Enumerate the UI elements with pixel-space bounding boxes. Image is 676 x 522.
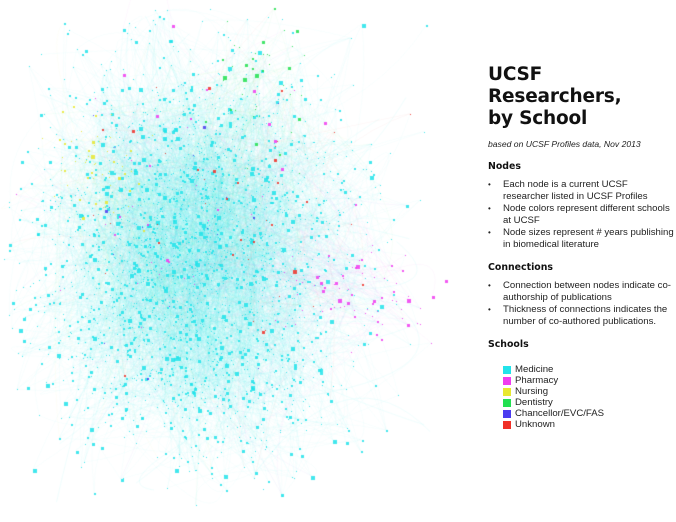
legend-item-chancellor	[503, 408, 676, 419]
pharmacy-swatch-icon	[503, 377, 511, 385]
connections-bullet: • Thickness of connections indicates the number of co-authored publications.	[488, 304, 676, 327]
connections-list	[488, 280, 676, 327]
nodes-bullet: • Node sizes represent # years publishing in biomedical literature	[488, 227, 676, 250]
medicine-swatch-icon	[503, 366, 511, 374]
legend-label: Medicine	[515, 364, 554, 375]
connections-bullet: • Connection between nodes indicate co-authorship of publications	[488, 280, 676, 303]
dentistry-swatch-icon	[503, 399, 511, 407]
legend-label: Nursing	[515, 386, 549, 397]
connections-heading: Connections	[488, 262, 553, 273]
legend-label: Chancellor/EVC/FAS	[515, 408, 605, 419]
title-line-2: by School	[488, 108, 588, 129]
legend-item-pharmacy	[503, 375, 676, 386]
nodes-bullet: • Node colors represent different schools at UCSF	[488, 203, 676, 226]
legend-item-dentistry	[503, 397, 676, 408]
legend-label: Pharmacy	[515, 375, 559, 386]
unknown-swatch-icon	[503, 421, 511, 429]
legend-panel	[488, 64, 676, 430]
page-title	[488, 64, 676, 130]
title-line-1: UCSF Researchers,	[488, 64, 622, 107]
legend-item-unknown	[503, 419, 676, 430]
legend-label: Unknown	[515, 419, 555, 430]
nodes-list	[488, 179, 676, 250]
legend-item-medicine	[503, 364, 676, 375]
schools-heading: Schools	[488, 339, 529, 350]
subtitle: based on UCSF Profiles data, Nov 2013	[488, 139, 641, 149]
nodes-bullet: • Each node is a current UCSF researcher listed in UCSF Profiles	[488, 179, 676, 202]
nursing-swatch-icon	[503, 388, 511, 396]
legend-item-nursing	[503, 386, 676, 397]
chancellor-swatch-icon	[503, 410, 511, 418]
nodes-heading: Nodes	[488, 161, 521, 172]
schools-legend	[503, 364, 676, 430]
legend-label: Dentistry	[515, 397, 553, 408]
